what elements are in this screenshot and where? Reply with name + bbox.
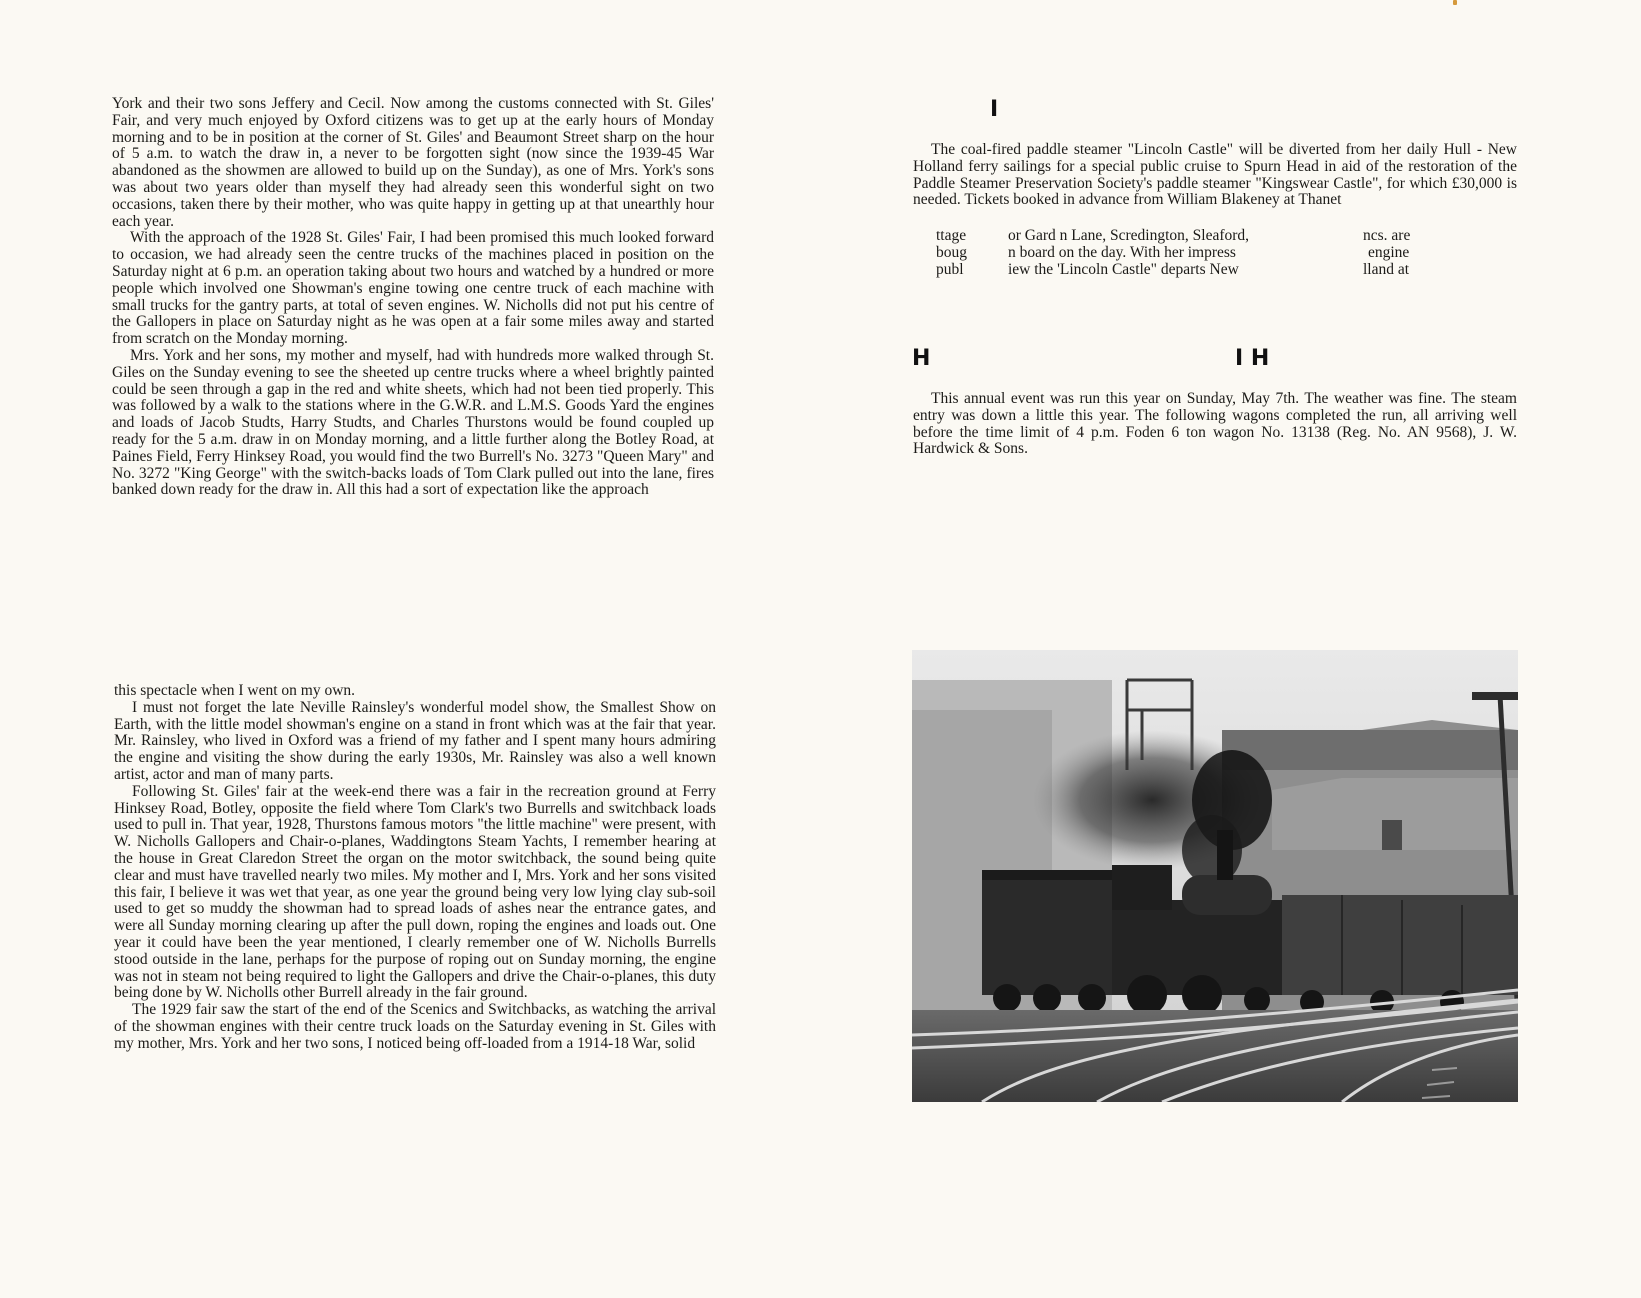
paragraph: Mrs. York and her sons, my mother and myself, had with hundreds more walked through St. Giles on the Sunday evening to see the sheeted up centre trucks where a wheel brightly painted could be seen through a gap in the red and white sheets, which had not been tied properly. This was followed by a walk to the stations where in the G.W.R. and L.M.S. Goods Yard the engines and loads of Jacob Studts, Harry Studts, and Charles Thurstons would be found coupled up ready for the 5 a.m. draw in on Monday morning, and a little further along the Botley Road, at Paines Field, Ferry Hinksey Road, you would find the two Burrell's No. 3273 "Queen Mary" and No. 3272 "King George" with the switch-backs loads of Tom Clark pulled out into the lane, fires banked down ready for the draw in. All this had a sort of expectation like the approach [112,346,714,499]
text-fragment: or Gard n Lane, Scredington, Sleaford, [1008,227,1250,244]
paragraph: The coal-fired paddle steamer "Lincoln Castle" will be diverted from her daily Hull - New Holland ferry sailings for a special public cruise to Spurn Head in aid of the restoration of the Paddle Steamer Preservation Society's paddle steamer "Kingswear Castle", for which £30,000 is needed. Tickets booked in advance from William Blakeney at Thanet [913,141,1517,209]
paragraph: this spectacle when I went on my own. [114,682,356,699]
paragraph: With the approach of the 1928 St. Giles' Fair, I had been promised this much looked forward to occasion, we had already seen the centre trucks of the machines placed in position on the Saturday night at 6 p.m. an operation taking about two hours and watched by a hundred or more people which involved one Showman's engine towing one centre truck of each machine with small trucks for the gantry parts, at total of seven engines. W. Nicholls did not put his centre of the Gallopers in place on Saturday night as he was open at a fair some miles away and started from scratch on the Monday morning. [112,229,714,348]
page-blemish [1453,0,1457,5]
text-fragment: n board on the day. With her impress [1008,244,1236,261]
paragraph: This annual event was run this year on Sunday, May 7th. The weather was fine. The steam entry was down a little this year. The following wagons completed the run, all arriving well before the time limit of 4 p.m. Foden 6 ton wagon No. 13138 (Reg. No. AN 9568), J. W. Hardwick & Sons. [913,390,1517,458]
text-fragment: lland at [1363,261,1410,278]
section-heading-1: I [990,97,999,122]
paragraph: York and their two sons Jeffery and Cecil. Now among the customs connected with St. Giles' Fair, and very much enjoyed by Oxford citizens was to get up at the early hours of Monday morning and to be in position at the corner of St. Giles' and Beaumont Street sharp on the hour of 5 a.m. to watch the draw in, a never to be forgotten sight (now since the 1939-45 War abandoned as the showmen are allowed to build up on the Sunday), as one of Mrs. York's sons was about two years older than myself they had already seen this wonderful sight on two occasions, taken there by their mother, who was quite happy in getting up at that unearthly hour each year. [112,95,714,230]
left-column-top [112,96,714,499]
section-heading-2a: H [912,346,931,371]
text-fragment: ttage [936,227,967,244]
paragraph: The 1929 fair saw the start of the end of the Scenics and Switchbacks, as watching the arrival of the showman engines with their centre truck loads on the Saturday evening in St. Giles with my mother, Mrs. York and her two sons, I noticed being off-loaded from a 1914-18 War, solid [114,1001,716,1052]
text-fragment: ncs. are [1363,227,1411,244]
section-heading-2b: I H [1235,346,1270,371]
text-fragment: publ [936,261,964,278]
text-fragment: engine [1368,244,1410,261]
text-fragment: iew the 'Lincoln Castle" departs New [1008,261,1239,278]
paragraph: I must not forget the late Neville Rainsley's wonderful model show, the Smallest Show on Earth, with the little model showman's engine on a stand in front which was at the fair that year. Mr. Rainsley, who lived in Oxford was a friend of my father and I spent many hours admiring the engine and visiting the show during the early 1930s, Mr. Rainsley was also a well known artist, actor and man of many parts. [114,698,716,783]
right-column-top [913,142,1517,209]
left-column-bottom [114,683,716,1053]
right-column-mid [913,391,1517,458]
steam-locomotive-photo [912,650,1518,1102]
paragraph: Following St. Giles' fair at the week-end there was a fair in the recreation ground at Ferry Hinksey Road, Botley, opposite the field where Tom Clark's two Burrells and switchback loads used to pull in. That year, 1928, Thurstons famous motors "the little machine" were present, with W. Nicholls Gallopers and Chair-o-planes, Waddingtons Steam Yachts, I remember hearing at the house in Great Claredon Street the organ on the motor switchback, the sound being quite clear and must have travelled nearly two miles. My mother and I, Mrs. York and her sons visited this fair, I believe it was wet that year, as one year the ground being very low lying clay sub-soil used to get so muddy the showman had to spread loads of ashes near the entrance gates, and were all Sunday morning clearing up after the pull down, roping the engines and loads out. One year it could have been the year mentioned, I clearly remember one of W. Nicholls Burrells stood outside in the lane, perhaps for the purpose of roping out on Sunday morning, the engine was not in steam not being required to light the Gallopers and drive the Chair-o-planes, this duty being done by W. Nicholls other Burrell already in the fair ground. [114,782,716,1002]
text-fragment: boug [936,244,967,261]
